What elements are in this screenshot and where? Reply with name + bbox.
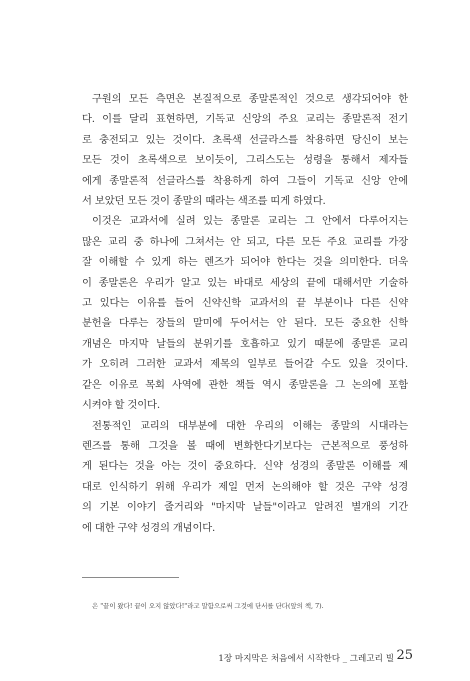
text-line: 대로 인식하기 위해 우리가 제일 먼저 논의해야 할 것은 구약 성경: [82, 480, 408, 493]
text-line: 다. 이를 달리 표현하면, 기독교 신앙의 주요 교리는 종말론적 전기: [82, 113, 408, 126]
running-footer: 1장 마지막은 처음에서 시작한다 _ 그레고리 빌: [218, 654, 394, 664]
text-line: 전통적인 교리의 대부분에 대한 우리의 이해는 종말의 시대라는: [92, 419, 408, 432]
text-line: 의 기본 이야기 줄거리와 "마지막 날들"이라고 알려진 별개의 기간: [82, 501, 408, 514]
text-line: 이것은 교과서에 실려 있는 종말론 교리는 그 안에서 다루어지는: [92, 215, 408, 228]
body-text: [82, 89, 408, 538]
footnote-divider: [82, 577, 179, 578]
footnote: 은 "끝이 왔다! 끝이 오지 않았다!"라고 말함으로써 그것에 단서를 단다(앞의 책, 7).: [92, 602, 324, 610]
text-line: 가 오히려 그러한 교과서 제목의 일부로 들어갈 수도 있을 것이다.: [82, 358, 408, 371]
text-line: 개념은 마지막 날들의 분위기를 호흡하고 있기 때문에 종말론 교리: [82, 337, 408, 350]
text-line: 서 보았던 모든 것이 종말의 때라는 색조를 띠게 하였다.: [82, 195, 326, 208]
text-line: 이 종말론은 우리가 알고 있는 바대로 세상의 끝에 대해서만 기술하: [82, 276, 408, 289]
text-line: 고 있다는 이유를 들어 신약신학 교과서의 끝 부분이나 다른 신약: [82, 297, 408, 310]
text-line: 로 충전되고 있는 것이다. 초록색 선글라스를 착용하면 당신이 보는: [82, 133, 408, 146]
text-line: 시켜야 할 것이다.: [82, 399, 160, 412]
text-line: 잘 이해할 수 있게 하는 렌즈가 되어야 한다는 것을 의미한다. 더욱: [82, 256, 408, 269]
text-line: 에 대한 구약 성경의 개념이다.: [82, 521, 216, 534]
text-line: 렌즈를 통해 그것을 볼 때에 변화한다기보다는 근본적으로 풍성하: [82, 439, 408, 452]
paragraph-3: [82, 416, 408, 538]
page-number: 25: [396, 648, 413, 663]
paragraph-2: [82, 211, 408, 415]
text-line: 많은 교리 중 하나에 그쳐서는 안 되고, 다른 모든 주요 교리를 가장: [82, 235, 408, 248]
text-line: 구원의 모든 측면은 본질적으로 종말론적인 것으로 생각되어야 한: [92, 93, 408, 105]
text-line: 에게 종말론적 선글라스를 착용하게 하여 그들이 기독교 신앙 안에: [82, 174, 408, 187]
paragraph-1: [82, 89, 408, 211]
text-line: 모든 것이 초록색으로 보이듯이, 그리스도는 성령을 통해서 제자들: [82, 154, 408, 167]
text-line: 같은 이유로 목회 사역에 관한 책들 역시 종말론을 그 논의에 포함: [82, 378, 408, 391]
text-line: 게 된다는 것을 아는 것이 중요하다. 신약 성경의 종말론 이해를 제: [82, 460, 408, 473]
text-line: 분헌을 다루는 장들의 말미에 두어서는 안 된다. 모든 중요한 신학: [82, 317, 408, 330]
